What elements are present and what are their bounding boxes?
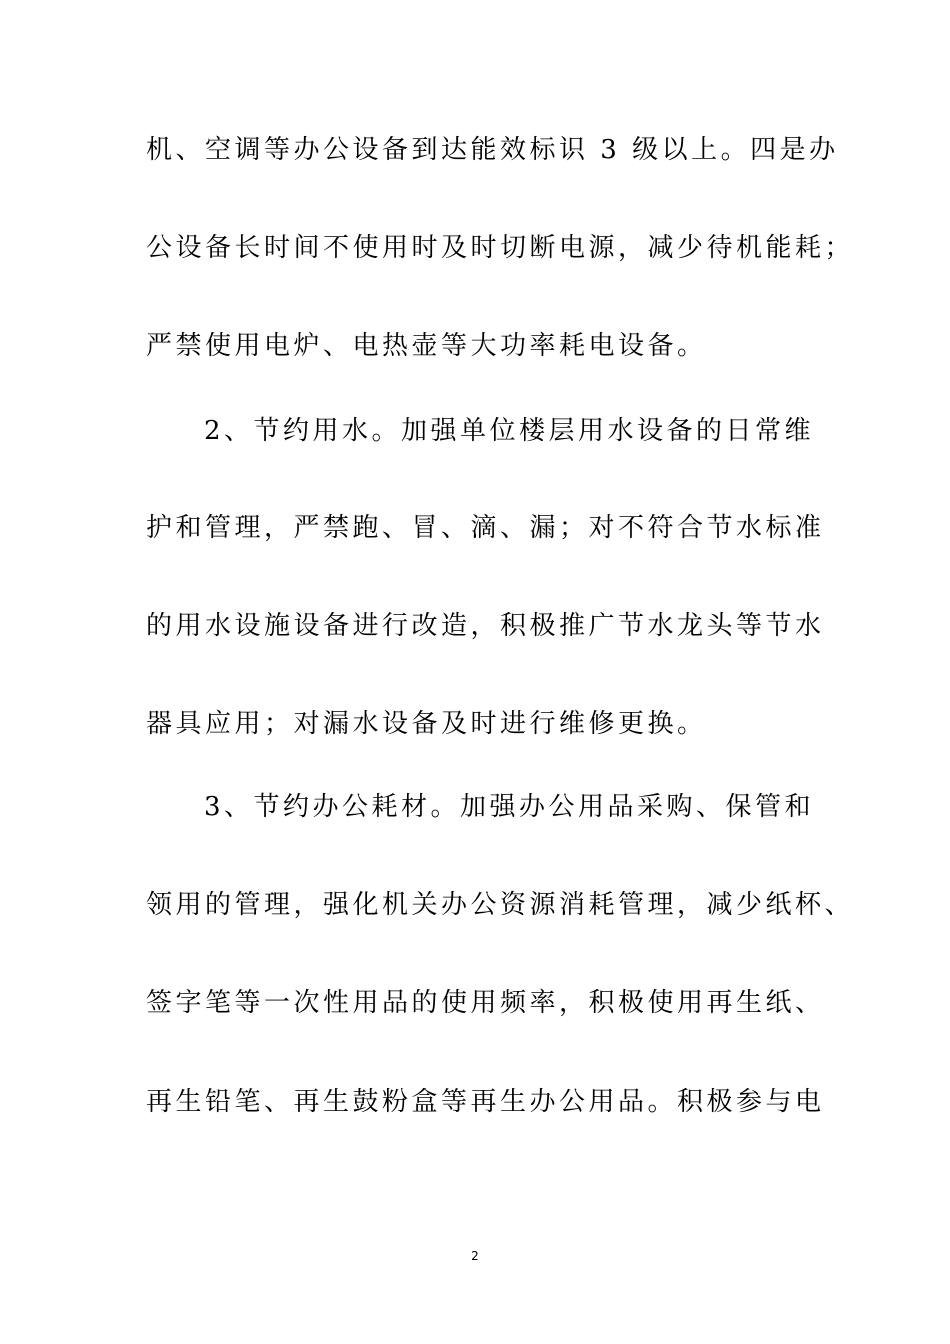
body-text-line: 领用的管理，强化机关办公资源消耗管理，减少纸杯、 [146, 890, 855, 920]
body-text-line: 机、空调等办公设备到达能效标识 3 级以上。四是办 [146, 135, 839, 165]
body-text-line: 严禁使用电炉、电热壶等大功率耗电设备。 [146, 331, 707, 361]
body-text-line: 公设备长时间不使用时及时切断电源，减少待机能耗； [146, 233, 855, 263]
body-text-line: 的用水设施设备进行改造，积极推广节水龙头等节水 [146, 611, 825, 641]
body-text-line: 护和管理，严禁跑、冒、滴、漏；对不符合节水标准 [146, 513, 825, 543]
paragraph-start-line: 3、节约办公耗材。加强办公用品采购、保管和 [204, 792, 815, 822]
body-text-line: 再生铅笔、再生鼓粉盒等再生办公用品。积极参与电 [146, 1087, 825, 1117]
body-text-line: 器具应用；对漏水设备及时进行维修更换。 [146, 709, 707, 739]
page-number: 2 [471, 1249, 479, 1263]
body-text-line: 签字笔等一次性用品的使用频率，积极使用再生纸、 [146, 988, 825, 1018]
paragraph-start-line: 2、节约用水。加强单位楼层用水设备的日常维 [204, 416, 815, 446]
